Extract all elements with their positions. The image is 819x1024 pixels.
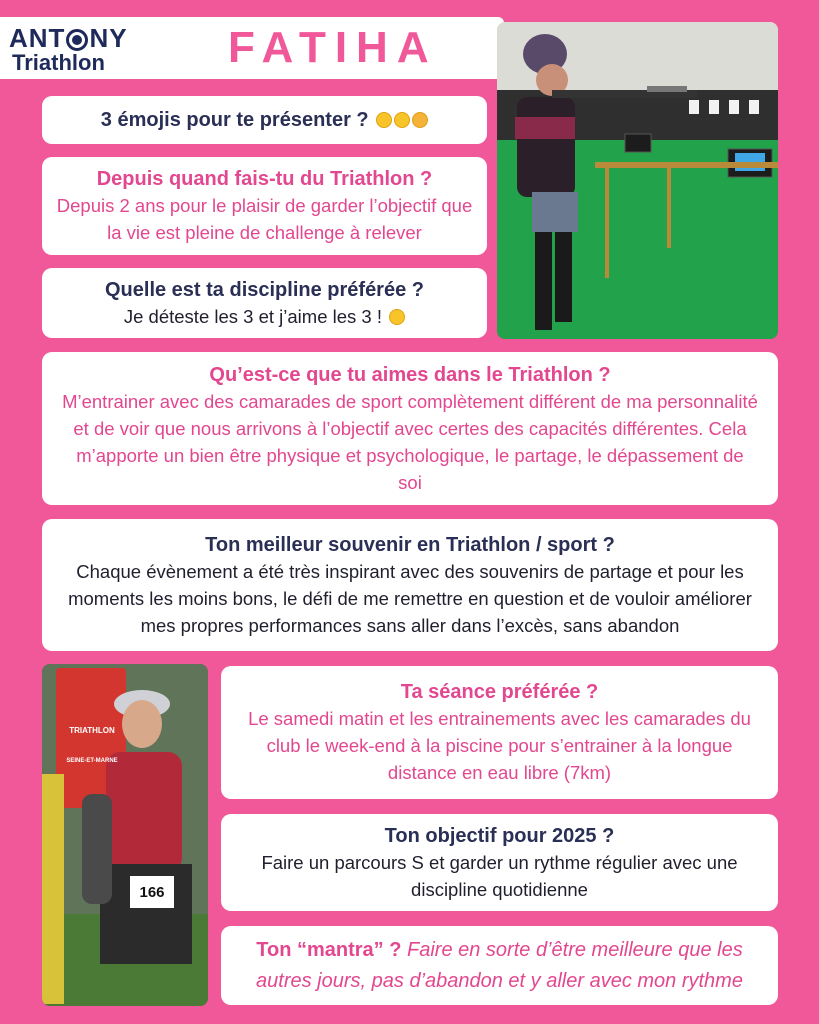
screaming-face-emoji-icon [394,112,410,128]
emojis-question-text: 3 émojis pour te présenter ? [100,109,369,131]
since-answer: Depuis 2 ans pour le plaisir de garder l’objectif que la vie est pleine de challenge à relever [56,195,473,243]
shooting-range-photo [497,22,778,339]
memory-answer: Chaque évènement a été très inspirant avec des souvenirs de partage et pour les moments les moins bons, le défi de me remettre en question et de vouloir améliorer mes propres performances sans aller dans l’excès, sans abandon [68,560,752,636]
winking-tongue-emoji-icon [389,309,405,325]
mantra-card [221,926,778,1005]
mantra-question: Ton “mantra” ? [256,938,402,961]
discipline-answer-text: Je déteste les 3 et j’aime les 3 ! [123,305,382,327]
discipline-question: Quelle est ta discipline préférée ? [104,278,424,301]
header-banner [0,17,504,79]
banner-text: TRIATHLON [69,726,115,735]
logo-text-left: ANT [9,23,66,53]
since-question: Depuis quand fais-tu du Triathlon ? [96,168,433,190]
mantra-text [231,935,768,997]
memory-question: Ton meilleur souvenir en Triathlon / sport ? [205,533,615,556]
session-question: Ta séance préférée ? [400,681,599,703]
goal-question: Ton objectif pour 2025 ? [384,824,615,847]
session-card [221,666,778,799]
logo-globe-icon [66,29,88,51]
banner-subtext: SEINE-ET-MARNE [66,758,118,764]
memory-card [42,519,778,651]
flexed-biceps-emoji-icon [412,112,428,128]
love-card [42,352,778,505]
zany-face-emoji-icon [376,112,392,128]
mantra-answer: Faire en sorte d’être meilleure que les autres jours, pas d’abandon et y aller avec mon rythme [256,938,743,992]
love-question: Qu’est-ce que tu aimes dans le Triathlon ? [209,363,611,386]
session-answer: Le samedi matin et les entrainements avec les camarades du club le week-end à la piscine pour s’entrainer à la longue distance en eau libre (7km) [248,708,751,783]
race-photo [42,664,208,1006]
discipline-card [42,268,487,338]
emojis-question [101,107,428,133]
goal-answer: Faire un parcours S et garder un rythme régulier avec une discipline quotidienne [261,851,738,900]
logo-text-right: NY [89,23,128,53]
logo-triathlon: Triathlon [12,50,105,75]
page-title: FATIHA [228,23,438,72]
shooting-range-illustration [497,22,778,339]
emojis-card [42,96,487,144]
race-bib-number: 166 [139,884,165,901]
since-card [42,157,487,255]
goal-card [221,814,778,911]
love-answer: M’entrainer avec des camarades de sport complètement différent de ma personnalité et de voir que nous arrivons à l’objectif avec certes des capacités différentes. Cela m’apporte un bien être physique et psychologique, le partage, le dépassement de soi [62,390,758,493]
discipline-answer [124,303,405,330]
race-illustration [42,664,208,1006]
